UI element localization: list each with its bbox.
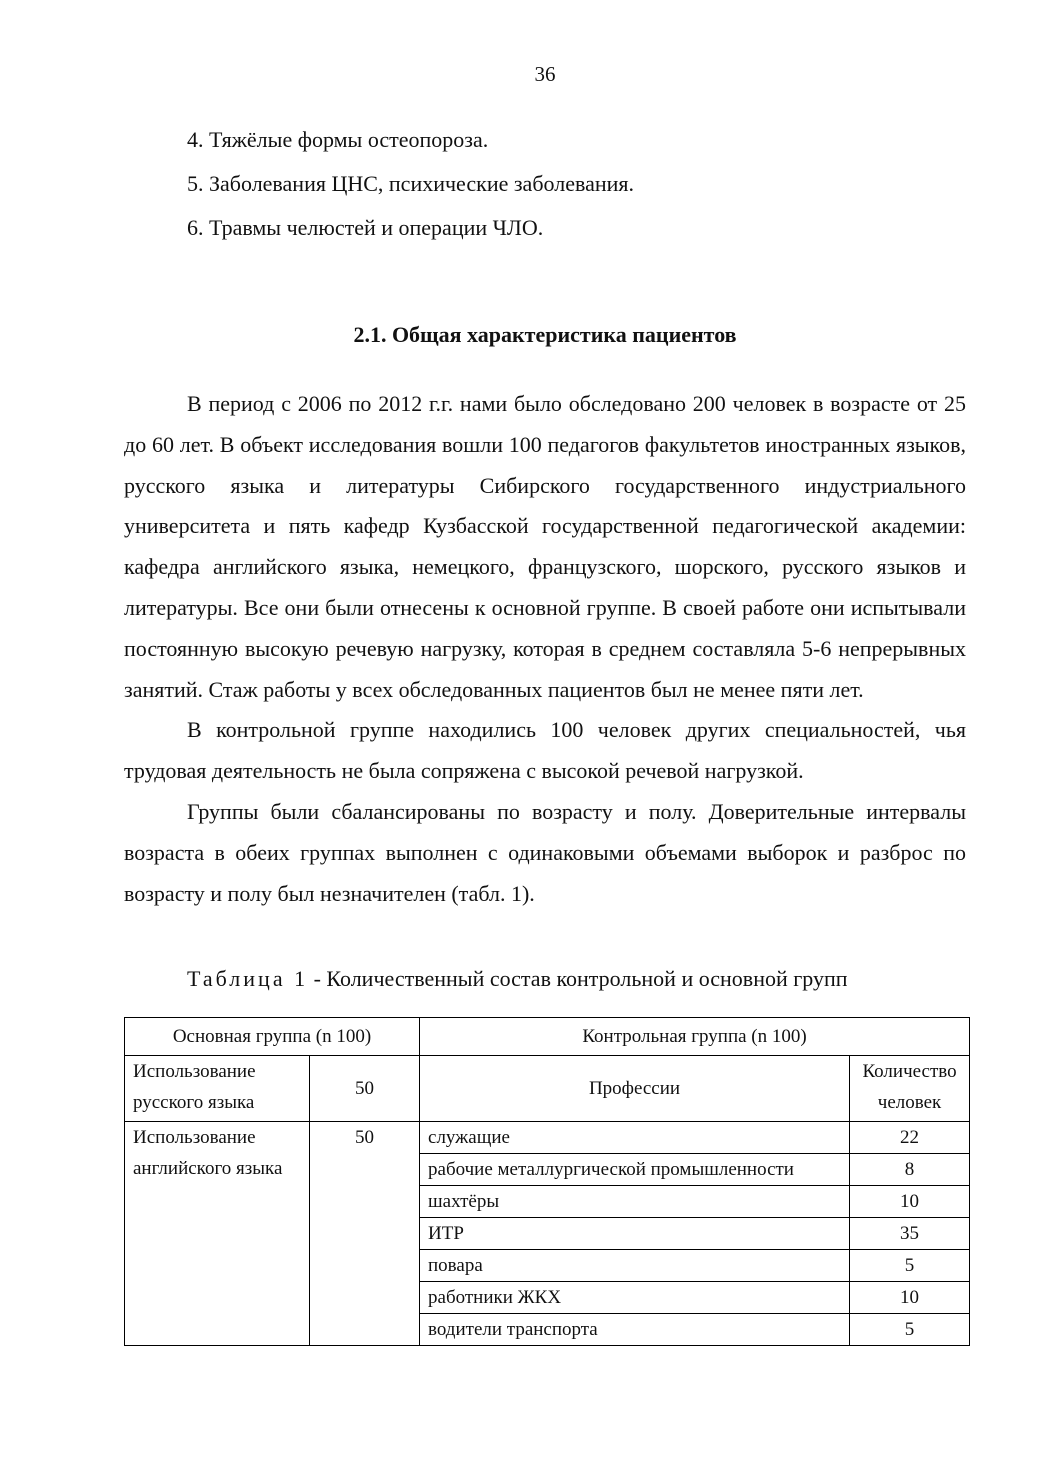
- profession-cell: повара: [420, 1250, 850, 1282]
- profession-cell: водители транспорта: [420, 1314, 850, 1346]
- count-header: Количество человек: [850, 1056, 970, 1122]
- profession-count: 10: [850, 1282, 970, 1314]
- profession-count: 8: [850, 1154, 970, 1186]
- profession-count: 35: [850, 1218, 970, 1250]
- profession-cell: шахтёры: [420, 1186, 850, 1218]
- profession-count: 22: [850, 1122, 970, 1154]
- main-group-label: Использование русского языка: [125, 1056, 310, 1122]
- table-row: [125, 1122, 970, 1154]
- table-caption: [187, 966, 848, 992]
- main-group-count: 50: [310, 1056, 420, 1122]
- profession-cell: работники ЖКХ: [420, 1282, 850, 1314]
- professions-header: Профессии: [420, 1056, 850, 1122]
- body-text: [124, 384, 966, 914]
- paragraph: Группы были сбалансированы по возрасту и полу. Доверительные интервалы возраста в обеих группах выполнен с одинаковыми объемами выборок и разброс по возрасту и полу был незначителен (табл. 1).: [124, 798, 966, 906]
- main-group-header: Основная группа (n 100): [125, 1018, 420, 1056]
- profession-cell: ИТР: [420, 1218, 850, 1250]
- page-number: 36: [534, 62, 556, 86]
- profession-count: 10: [850, 1186, 970, 1218]
- profession-count: 5: [850, 1250, 970, 1282]
- profession-cell: служащие: [420, 1122, 850, 1154]
- contraindications-list: [187, 118, 634, 250]
- table-row: [125, 1056, 970, 1122]
- main-group-label: Использование английского языка: [125, 1122, 310, 1346]
- table-header-row: [125, 1018, 970, 1056]
- groups-table: [124, 1017, 970, 1346]
- table-caption-text: - Количественный состав контрольной и основной групп: [308, 966, 848, 991]
- paragraph: В период с 2006 по 2012 г.г. нами было обследовано 200 человек в возрасте от 25 до 60 лет. В объект исследования вошли 100 педагогов факультетов иностранных языков, русского языка и литературы Сибирского государственного индустриального университета и пять кафедр Кузбасской государственной педагогической академии: кафедра английского языка, немецкого, французского, шорского, русского языков и литературы. Все они были отнесены к основной группе. В своей работе они испытывали постоянную высокую речевую нагрузку, которая в среднем составляла 5-6 непрерывных занятий. Стаж работы у всех обследованных пациентов был не менее пяти лет.: [124, 391, 966, 702]
- table-caption-label: Таблица 1: [187, 966, 309, 991]
- list-item: 5. Заболевания ЦНС, психические заболевания.: [187, 171, 634, 196]
- profession-cell: рабочие металлургической промышленности: [420, 1154, 850, 1186]
- list-item: 6. Травмы челюстей и операции ЧЛО.: [187, 215, 544, 240]
- profession-count: 5: [850, 1314, 970, 1346]
- paragraph: В контрольной группе находились 100 человек других специальностей, чья трудовая деятельность не была сопряжена с высокой речевой нагрузкой.: [124, 717, 966, 784]
- list-item: 4. Тяжёлые формы остеопороза.: [187, 127, 489, 152]
- control-group-header: Контрольная группа (n 100): [420, 1018, 970, 1056]
- main-group-count: 50: [310, 1122, 420, 1346]
- section-title: 2.1. Общая характеристика пациентов: [353, 322, 737, 347]
